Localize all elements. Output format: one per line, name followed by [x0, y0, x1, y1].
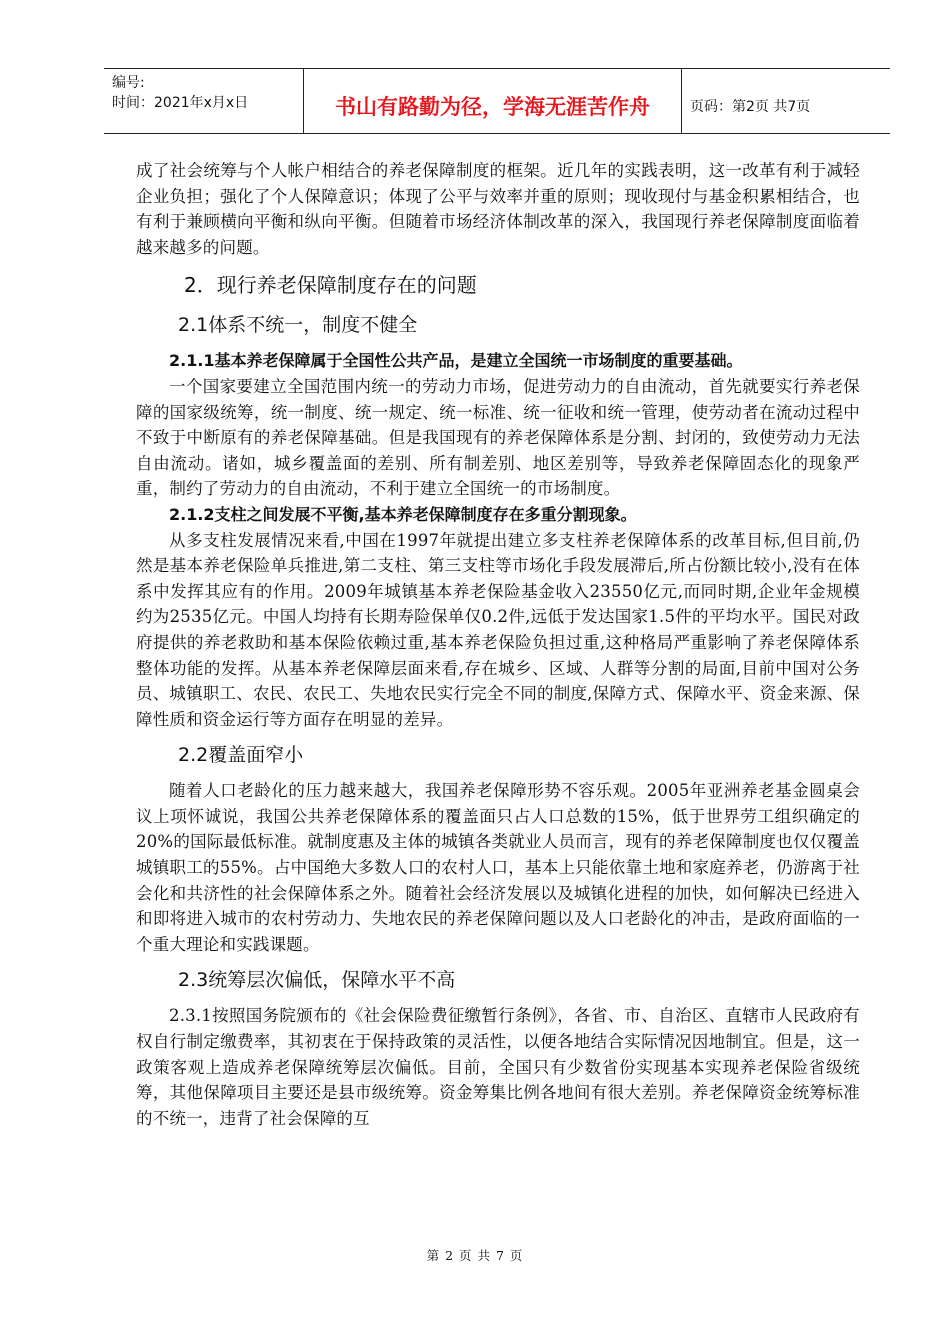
section-heading-2-1-1: 2.1.1基本养老保障属于全国性公共产品，是建立全国统一市场制度的重要基础。 [169, 351, 743, 371]
section-heading-2-3: 2.3统筹层次偏低，保障水平不高 [178, 969, 456, 992]
page-header [104, 68, 890, 134]
page-footer: 第 2 页 共 7 页 [426, 1248, 524, 1263]
paragraph-2-2: 随着人口老龄化的压力越来越大，我国养老保障形势不容乐观。2005年亚洲养老基金圆桌会议上项怀诚说，我国公共养老保障体系的覆盖面只占人口总数的15%，低于世界劳工组织确定的20%的国际最低标准。就制度惠及主体的城镇各类就业人员而言，现有的养老保障制度也仅仅覆盖城镇职工的55%。占中国绝大多数人口的农村人口，基本上只能依靠土地和家庭养老，仍游离于社会化和共济性的社会保障体系之外。随着社会经济发展以及城镇化进程的加快，如何解决已经进入和即将进入城市的农村劳动力、失地农民的养老保障问题以及人口老龄化的冲击，是政府面临的一个重大理论和实践课题。 [136, 781, 860, 954]
header-motto: 书山有路勤为径，学海无涯苦作舟 [304, 69, 682, 133]
section-heading-2-1: 2.1体系不统一，制度不健全 [178, 314, 418, 337]
header-left-cell [104, 69, 304, 133]
header-page-info: 页码：第2页 共7页 [690, 99, 811, 115]
section-heading-2-1-2: 2.1.2支柱之间发展不平衡,基本养老保障制度存在多重分割现象。 [169, 504, 637, 524]
paragraph-2-1-2: 从多支柱发展情况来看,中国在1997年就提出建立多支柱养老保障体系的改革目标,但目前,仍然是基本养老保险单兵推进,第二支柱、第三支柱等市场化手段发展滞后,所占份额比较小,没有在体系中发挥其应有的作用。2009年城镇基本养老保险基金收入23550亿元,而同时期,企业年金规模约为2535亿元。中国人均持有长期寿险保单仅0.2件,远低于发达国家1.5件的平均水平。国民对政府提供的养老救助和基本保险依赖过重,基本养老保险负担过重,这种格局严重影响了养老保障体系整体功能的发挥。从基本养老保障层面来看,存在城乡、区域、人群等分割的局面,目前中国对公务员、城镇职工、农民、农民工、失地农民实行完全不同的制度,保障方式、保障水平、资金来源、保障性质和资金运行等方面存在明显的差异。 [136, 530, 860, 729]
document-body [136, 158, 860, 1131]
document-number-label: 编号: [112, 75, 145, 91]
document-time-label: 时间：2021年x月x日 [112, 95, 249, 111]
section-heading-2-2: 2.2覆盖面窄小 [178, 744, 304, 767]
paragraph-intro: 成了社会统筹与个人帐户相结合的养老保障制度的框架。近几年的实践表明，这一改革有利于减轻企业负担；强化了个人保障意识；体现了公平与效率并重的原则；现收现付与基金积累相结合，也有利于兼顾横向平衡和纵向平衡。但随着市场经济体制改革的深入，我国现行养老保障制度面临着越来越多的问题。 [136, 161, 860, 257]
paragraph-2-1-1: 一个国家要建立全国范围内统一的劳动力市场，促进劳动力的自由流动，首先就要实行养老保障的国家级统筹，统一制度、统一规定、统一标准、统一征收和统一管理，使劳动者在流动过程中不致于中断原有的养老保障基础。但是我国现有的养老保障体系是分割、封闭的，致使劳动力无法自由流动。诸如，城乡覆盖面的差别、所有制差别、地区差别等，导致养老保障固态化的现象严重，制约了劳动力的自由流动，不利于建立全国统一的市场制度。 [136, 376, 860, 499]
paragraph-2-3-1: 2.3.1按照国务院颁布的《社会保险费征缴暂行条例》，各省、市、自治区、直辖市人民政府有权自行制定缴费率，其初衷在于保持政策的灵活性，以便各地结合实际情况因地制宜。但是，这一政策客观上造成养老保障统筹层次偏低。目前，全国只有少数省份实现基本实现养老保险省级统筹，其他保障项目主要还是县市级统筹。资金筹集比例各地间有很大差别。养老保障资金统筹标准的不统一，违背了社会保障的互 [136, 1006, 860, 1128]
section-heading-2: 2．现行养老保障制度存在的问题 [184, 273, 477, 298]
